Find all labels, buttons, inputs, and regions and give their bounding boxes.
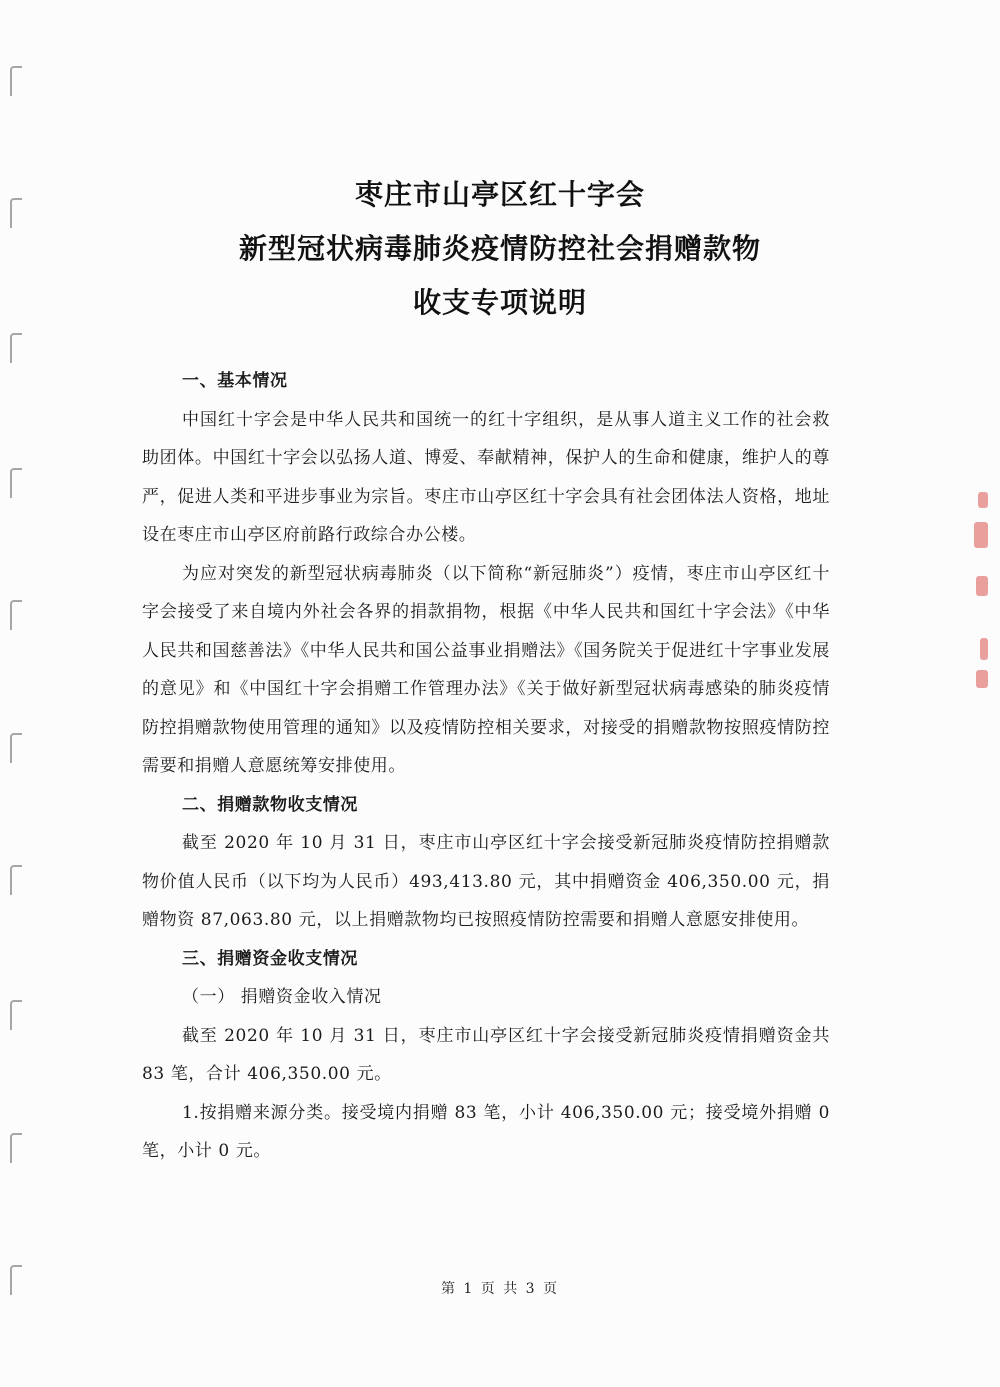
binding-hole-mark	[10, 1000, 22, 1030]
title-line-3: 收支专项说明	[412, 286, 587, 319]
title-line-1: 枣庄市山亭区红十字会	[354, 178, 645, 211]
section-heading-fund-summary: 三、捐赠资金收支情况	[182, 948, 358, 969]
binding-hole-mark	[10, 733, 22, 763]
binding-hole-mark	[10, 333, 22, 363]
document-title	[0, 168, 1000, 330]
paragraph: 1.按捐赠来源分类。接受境内捐赠 83 笔，小计 406,350.00 元；接受境外捐赠 0 笔，小计 0 元。	[142, 1102, 830, 1161]
paragraph: 截至 2020 年 10 月 31 日，枣庄市山亭区红十字会接受新冠肺炎疫情捐赠资金共 83 笔，合计 406,350.00 元。	[142, 1025, 830, 1084]
paragraph: 中国红十字会是中华人民共和国统一的红十字组织，是从事人道主义工作的社会救助团体。中国红十字会以弘扬人道、博爱、奉献精神，保护人的生命和健康，维护人的尊严，促进人类和平进步事业为宗旨。枣庄市山亭区红十字会具有社会团体法人资格，地址设在枣庄市山亭区府前路行政综合办公楼。	[142, 409, 830, 545]
section-heading-donation-summary: 二、捐赠款物收支情况	[182, 794, 358, 815]
paragraph: 截至 2020 年 10 月 31 日，枣庄市山亭区红十字会接受新冠肺炎疫情防控捐赠款物价值人民币（以下均为人民币）493,413.80 元，其中捐赠资金 406,350.00 元，捐赠物资 87,063.80 元，以上捐赠款物均已按照疫情防控需要和捐赠人意愿安排使用。	[142, 833, 830, 930]
binding-hole-mark	[10, 66, 22, 96]
document-body	[142, 362, 830, 1171]
title-line-2: 新型冠状病毒肺炎疫情防控社会捐赠款物	[238, 232, 761, 265]
seal-stamp-edge	[966, 492, 988, 692]
subsection-heading-fund-income: （一） 捐赠资金收入情况	[182, 987, 382, 1007]
page-number: 第 1 页 共 3 页	[440, 1281, 560, 1297]
binding-hole-mark	[10, 468, 22, 498]
binding-hole-mark	[10, 865, 22, 895]
paragraph: 为应对突发的新型冠状病毒肺炎（以下简称“新冠肺炎”）疫情，枣庄市山亭区红十字会接受了来自境内外社会各界的捐款捐物，根据《中华人民共和国红十字会法》《中华人民共和国慈善法》《中华人民共和国公益事业捐赠法》《国务院关于促进红十字事业发展的意见》和《中国红十字会捐赠工作管理办法》《关于做好新型冠状病毒感染的肺炎疫情防控捐赠款物使用管理的通知》以及疫情防控相关要求，对接受的捐赠款物按照疫情防控需要和捐赠人意愿统筹安排使用。	[142, 563, 830, 776]
binding-hole-mark	[10, 1133, 22, 1163]
section-heading-basic-info: 一、基本情况	[182, 371, 288, 391]
binding-hole-mark	[10, 600, 22, 630]
